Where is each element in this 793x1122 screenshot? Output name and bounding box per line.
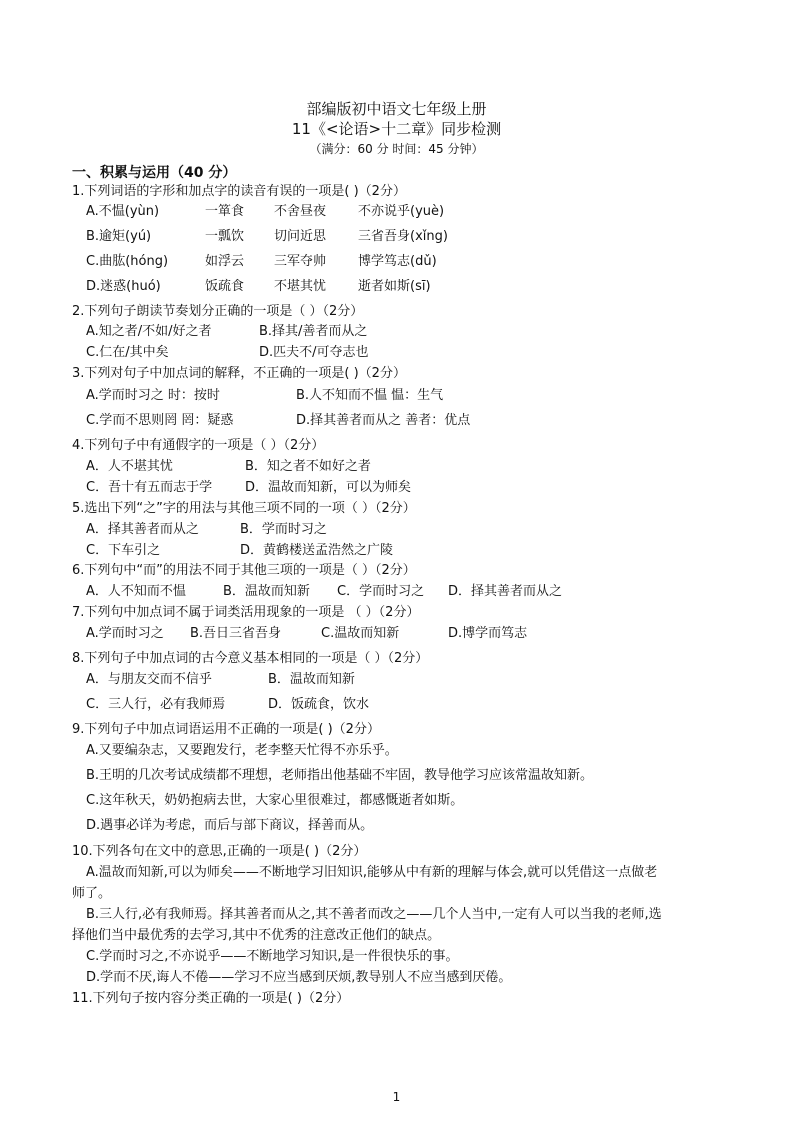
q8-option-c: C．三人行，必有我师焉 xyxy=(86,697,226,712)
q7-option-d: D.博学而笃志 xyxy=(448,626,528,641)
q7-option-a: A.学而时习之 xyxy=(86,626,164,641)
q2-option-c: C.仁在/其中矣 xyxy=(86,345,169,360)
q7-option-b: B.吾日三省吾身 xyxy=(190,626,282,641)
question-9: 9.下列句子中加点词语运用不正确的一项是( )（2分） xyxy=(72,722,380,737)
page-number: 1 xyxy=(392,1090,401,1104)
q1-option-c-4: 博学笃志(dǔ) xyxy=(358,254,437,269)
question-6: 6.下列句中“而”的用法不同于其他三项的一项是（ ）（2分） xyxy=(72,563,416,578)
q5-option-c: C．下车引之 xyxy=(86,543,161,558)
page-title: 部编版初中语文七年级上册 xyxy=(306,100,487,118)
q4-option-d: D．温故而知新，可以为师矣 xyxy=(245,480,412,495)
q4-option-c: C．吾十有五而志于学 xyxy=(86,480,213,495)
q4-option-b: B．知之者不如好之者 xyxy=(245,459,371,474)
q1-option-a-1: A.不愠(yùn) xyxy=(86,204,160,219)
q3-option-c: C.学而不思则罔 罔：疑惑 xyxy=(86,413,234,428)
q2-option-a: A.知之者/不如/好之者 xyxy=(86,324,212,339)
q6-option-c: C．学而时习之 xyxy=(337,584,425,599)
q10-option-c: C.学而时习之,不亦说乎——不断地学习知识,是一件很快乐的事。 xyxy=(86,949,459,964)
q2-option-d: D.匹夫不/可夺志也 xyxy=(259,345,369,360)
section-heading: 一、积累与运用（40 分） xyxy=(72,165,237,181)
q1-option-b-3: 切问近思 xyxy=(274,229,327,244)
q9-option-c: C.这年秋天，奶奶抱病去世，大家心里很难过，都感慨逝者如斯。 xyxy=(86,793,464,808)
question-7: 7.下列句中加点词不属于词类活用现象的一项是 （ ）（2分） xyxy=(72,605,420,620)
q1-option-b-1: B.逾矩(yú) xyxy=(86,229,152,244)
q1-option-a-2: 一箪食 xyxy=(205,204,245,219)
question-3: 3.下列对句子中加点词的解释，不正确的一项是( )（2分） xyxy=(72,366,406,381)
q9-option-d: D.遇事必详为考虑，而后与部下商议，择善而从。 xyxy=(86,818,374,833)
q6-option-b: B．温故而知新 xyxy=(223,584,310,599)
q1-option-c-3: 三军夺帅 xyxy=(274,254,327,269)
question-4: 4.下列句子中有通假字的一项是（ ）（2分） xyxy=(72,438,325,453)
q6-option-a: A．人不知而不愠 xyxy=(86,584,186,599)
q1-option-d-3: 不堪其忧 xyxy=(274,279,327,294)
q3-option-a: A.学而时习之 时：按时 xyxy=(86,388,220,403)
q3-option-b: B.人不知而不愠 愠：生气 xyxy=(296,388,444,403)
q10-option-a-line2: 师了。 xyxy=(72,886,112,901)
q5-option-b: B．学而时习之 xyxy=(240,522,327,537)
q8-option-d: D．饭疏食，饮水 xyxy=(268,697,370,712)
q3-option-d: D.择其善者而从之 善者：优点 xyxy=(296,413,471,428)
q1-option-d-2: 饭疏食 xyxy=(205,279,245,294)
q5-option-a: A．择其善者而从之 xyxy=(86,522,199,537)
q10-option-b-line2: 择他们当中最优秀的去学习,其中不优秀的注意改正他们的缺点。 xyxy=(72,928,441,943)
q1-option-c-1: C.曲肱(hóng) xyxy=(86,254,169,269)
q9-option-b: B.王明的几次考试成绩都不理想，老师指出他基础不牢固，教导他学习应该常温故知新。 xyxy=(86,768,594,783)
q2-option-b: B.择其/善者而从之 xyxy=(259,324,368,339)
q4-option-a: A．人不堪其忧 xyxy=(86,459,173,474)
q5-option-d: D．黄鹤楼送孟浩然之广陵 xyxy=(240,543,394,558)
q10-option-a-line1: A.温故而知新,可以为师矣——不断地学习旧知识,能够从中有新的理解与体会,就可以凭借这一点做老 xyxy=(86,865,658,880)
question-11: 11.下列句子按内容分类正确的一项是( )（2分） xyxy=(72,991,350,1006)
q1-option-d-4: 逝者如斯(sī) xyxy=(358,279,431,294)
q1-option-b-2: 一瓢饮 xyxy=(205,229,245,244)
q7-option-c: C.温故而知新 xyxy=(321,626,400,641)
q1-option-b-4: 三省吾身(xǐng) xyxy=(358,229,448,244)
question-8: 8.下列句子中加点词的古今意义基本相同的一项是（ ）（2分） xyxy=(72,651,429,666)
question-5: 5.选出下列“之”字的用法与其他三项不同的一项（ ）（2分） xyxy=(72,501,416,516)
question-2: 2.下列句子朗读节奏划分正确的一项是（ ）（2分） xyxy=(72,304,364,319)
q9-option-a: A.又要编杂志，又要跑发行，老李整天忙得不亦乐乎。 xyxy=(86,743,398,758)
question-10: 10.下列各句在文中的意思,正确的一项是( )（2分） xyxy=(72,844,367,859)
q10-option-d: D.学而不厌,诲人不倦——学习不应当感到厌烦,教导别人不应当感到厌倦。 xyxy=(86,970,512,985)
q6-option-d: D．择其善者而从之 xyxy=(448,584,563,599)
question-1: 1.下列词语的字形和加点字的读音有误的一项是( )（2分） xyxy=(72,184,406,199)
q10-option-b-line1: B.三人行,必有我师焉。择其善者而从之,其不善者而改之——几个人当中,一定有人可以当我的老师,选 xyxy=(86,907,662,922)
q1-option-a-4: 不亦说乎(yuè) xyxy=(358,204,445,219)
q1-option-c-2: 如浮云 xyxy=(205,254,245,269)
q1-option-a-3: 不舍昼夜 xyxy=(274,204,327,219)
q8-option-b: B．温故而知新 xyxy=(268,672,355,687)
q8-option-a: A．与朋友交而不信乎 xyxy=(86,672,212,687)
q1-option-d-1: D.迷惑(huó) xyxy=(86,279,161,294)
score-time-info: （满分：60 分 时间：45 分钟） xyxy=(309,142,484,156)
lesson-title: 11《<论语>十二章》同步检测 xyxy=(291,120,502,138)
